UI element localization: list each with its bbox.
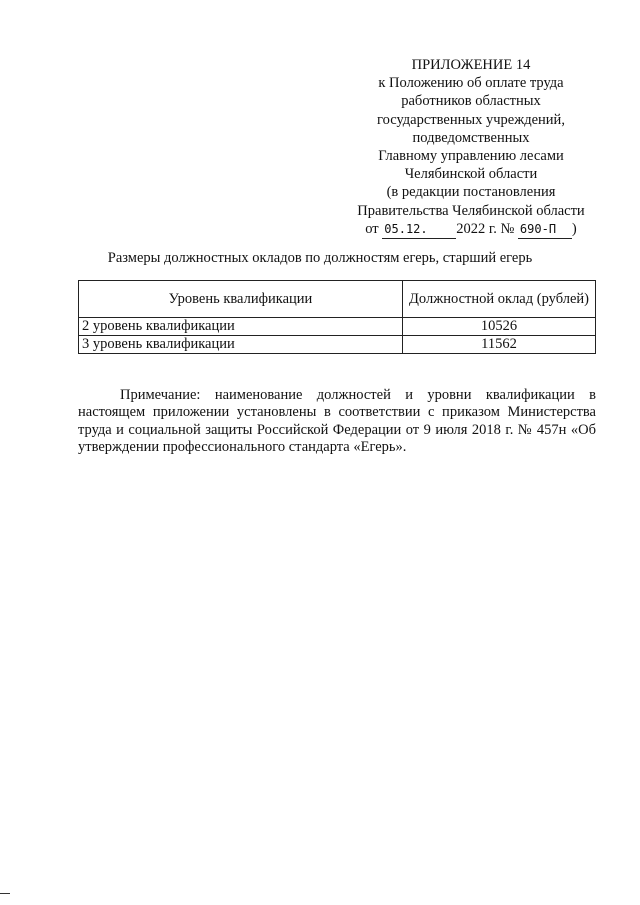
year-label: 2022 г. №: [456, 220, 515, 237]
handwritten-date: 05.12.: [382, 220, 456, 239]
column-header-salary: Должностной оклад (рублей): [403, 281, 596, 318]
salary-table: [78, 280, 596, 354]
header-line: к Положению об оплате труда: [378, 75, 564, 92]
resolution-date-line: [340, 220, 602, 239]
note-paragraph: Примечание: наименование должностей и уровни квалификации в настоящем приложении установлены в соответствии с приказом Министерства труда и социальной защиты Российской Федерации от 9 июля 2018 г. № 457н «Об утверждении профессионального стандарта «Егерь».: [78, 386, 596, 456]
column-header-level: Уровень квалификации: [79, 281, 403, 318]
header-line: Правительства Челябинской области: [357, 202, 585, 219]
date-prefix: от: [365, 220, 379, 237]
header-line: подведомственных: [412, 129, 530, 146]
header-line: государственных учреждений,: [377, 111, 565, 128]
header-line: работников областных: [401, 93, 541, 110]
header-line: (в редакции постановления: [386, 184, 556, 201]
scan-edge-mark: [0, 893, 10, 894]
document-title: Размеры должностных окладов по должностям егерь, старший егерь: [107, 250, 533, 266]
handwritten-number: 690-П: [518, 220, 572, 239]
appendix-number: ПРИЛОЖЕНИЕ 14: [411, 57, 531, 73]
table-row: [79, 318, 596, 336]
salary-amount-cell: 10526: [403, 318, 596, 336]
qualification-level-cell: 3 уровень квалификации: [79, 336, 403, 354]
appendix-header: [340, 56, 602, 239]
salary-amount-cell: 11562: [403, 336, 596, 354]
table-row: [79, 336, 596, 354]
table-header-row: [79, 281, 596, 318]
qualification-level-cell: 2 уровень квалификации: [79, 318, 403, 336]
header-line: Главному управлению лесами: [378, 148, 564, 165]
closing-paren: ): [571, 220, 577, 237]
header-line: Челябинской области: [404, 166, 538, 183]
